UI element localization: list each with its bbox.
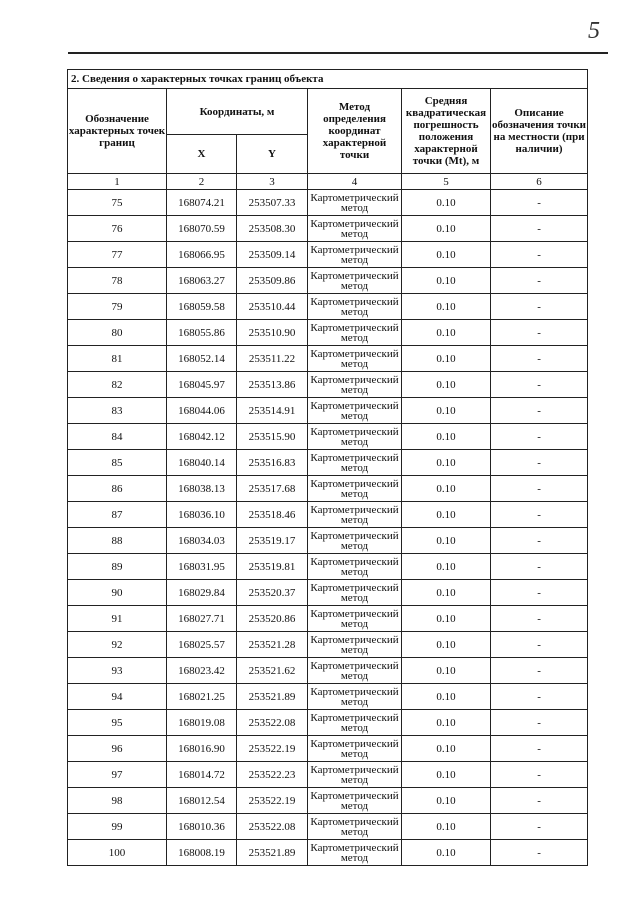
accuracy-cell: 0.10 (402, 476, 491, 502)
point-cell: 86 (68, 476, 167, 502)
y-cell: 253510.44 (237, 294, 308, 320)
description-cell: - (491, 580, 588, 606)
y-cell: 253515.90 (237, 424, 308, 450)
method-cell: Картометрический метод (308, 710, 402, 736)
description-cell: - (491, 450, 588, 476)
y-cell: 253511.22 (237, 346, 308, 372)
boundary-points-table (67, 69, 588, 866)
y-cell: 253509.14 (237, 242, 308, 268)
point-cell: 100 (68, 840, 167, 866)
x-cell: 168045.97 (167, 372, 237, 398)
x-cell: 168074.21 (167, 190, 237, 216)
method-cell: Картометрический метод (308, 632, 402, 658)
description-cell: - (491, 684, 588, 710)
header-y: Y (237, 135, 308, 174)
accuracy-cell: 0.10 (402, 814, 491, 840)
header-description: Описание обозначения точки на местности (при наличии) (491, 89, 588, 174)
y-cell: 253519.81 (237, 554, 308, 580)
column-number: 5 (402, 174, 491, 190)
method-cell: Картометрический метод (308, 320, 402, 346)
y-cell: 253521.89 (237, 684, 308, 710)
header-accuracy: Средняя квадратическая погрешность положения характерной точки (Mt), м (402, 89, 491, 174)
accuracy-cell: 0.10 (402, 268, 491, 294)
x-cell: 168070.59 (167, 216, 237, 242)
column-number: 6 (491, 174, 588, 190)
y-cell: 253521.28 (237, 632, 308, 658)
x-cell: 168029.84 (167, 580, 237, 606)
accuracy-cell: 0.10 (402, 606, 491, 632)
y-cell: 253518.46 (237, 502, 308, 528)
accuracy-cell: 0.10 (402, 502, 491, 528)
method-cell: Картометрический метод (308, 190, 402, 216)
point-cell: 79 (68, 294, 167, 320)
accuracy-cell: 0.10 (402, 554, 491, 580)
x-cell: 168031.95 (167, 554, 237, 580)
method-cell: Картометрический метод (308, 372, 402, 398)
x-cell: 168021.25 (167, 684, 237, 710)
description-cell: - (491, 268, 588, 294)
table-row (68, 424, 588, 450)
header-coordinates: Координаты, м (167, 89, 308, 135)
description-cell: - (491, 814, 588, 840)
method-cell: Картометрический метод (308, 684, 402, 710)
method-cell: Картометрический метод (308, 216, 402, 242)
point-cell: 75 (68, 190, 167, 216)
table-row (68, 788, 588, 814)
y-cell: 253521.62 (237, 658, 308, 684)
table-row (68, 606, 588, 632)
method-cell: Картометрический метод (308, 398, 402, 424)
x-cell: 168034.03 (167, 528, 237, 554)
description-cell: - (491, 840, 588, 866)
y-cell: 253508.30 (237, 216, 308, 242)
description-cell: - (491, 216, 588, 242)
table-row (68, 762, 588, 788)
table-row (68, 840, 588, 866)
method-cell: Картометрический метод (308, 242, 402, 268)
description-cell: - (491, 528, 588, 554)
method-cell: Картометрический метод (308, 346, 402, 372)
table-row (68, 242, 588, 268)
header-point-label: Обозначение характерных точек границ (68, 89, 167, 174)
point-cell: 78 (68, 268, 167, 294)
point-cell: 81 (68, 346, 167, 372)
column-number: 3 (237, 174, 308, 190)
accuracy-cell: 0.10 (402, 216, 491, 242)
table-row (68, 814, 588, 840)
y-cell: 253520.37 (237, 580, 308, 606)
accuracy-cell: 0.10 (402, 346, 491, 372)
method-cell: Картометрический метод (308, 294, 402, 320)
method-cell: Картометрический метод (308, 268, 402, 294)
method-cell: Картометрический метод (308, 528, 402, 554)
y-cell: 253522.08 (237, 710, 308, 736)
y-cell: 253517.68 (237, 476, 308, 502)
y-cell: 253521.89 (237, 840, 308, 866)
header-method: Метод определения координат характерной точки (308, 89, 402, 174)
method-cell: Картометрический метод (308, 580, 402, 606)
description-cell: - (491, 346, 588, 372)
description-cell: - (491, 788, 588, 814)
point-cell: 87 (68, 502, 167, 528)
table-row (68, 450, 588, 476)
point-cell: 83 (68, 398, 167, 424)
header-rule (68, 52, 608, 54)
x-cell: 168027.71 (167, 606, 237, 632)
table-row (68, 190, 588, 216)
table-row (68, 580, 588, 606)
description-cell: - (491, 658, 588, 684)
y-cell: 253519.17 (237, 528, 308, 554)
point-cell: 90 (68, 580, 167, 606)
table-row (68, 736, 588, 762)
method-cell: Картометрический метод (308, 554, 402, 580)
accuracy-cell: 0.10 (402, 840, 491, 866)
accuracy-cell: 0.10 (402, 788, 491, 814)
table-row (68, 372, 588, 398)
accuracy-cell: 0.10 (402, 190, 491, 216)
section-title: 2. Сведения о характерных точках границ объекта (68, 70, 588, 89)
method-cell: Картометрический метод (308, 606, 402, 632)
y-cell: 253522.23 (237, 762, 308, 788)
method-cell: Картометрический метод (308, 450, 402, 476)
method-cell: Картометрический метод (308, 424, 402, 450)
accuracy-cell: 0.10 (402, 528, 491, 554)
table-row (68, 346, 588, 372)
accuracy-cell: 0.10 (402, 242, 491, 268)
table-row (68, 684, 588, 710)
description-cell: - (491, 372, 588, 398)
description-cell: - (491, 632, 588, 658)
x-cell: 168010.36 (167, 814, 237, 840)
x-cell: 168055.86 (167, 320, 237, 346)
table-row (68, 216, 588, 242)
description-cell: - (491, 762, 588, 788)
x-cell: 168014.72 (167, 762, 237, 788)
accuracy-cell: 0.10 (402, 294, 491, 320)
y-cell: 253522.19 (237, 788, 308, 814)
description-cell: - (491, 398, 588, 424)
description-cell: - (491, 476, 588, 502)
point-cell: 92 (68, 632, 167, 658)
point-cell: 80 (68, 320, 167, 346)
description-cell: - (491, 736, 588, 762)
x-cell: 168038.13 (167, 476, 237, 502)
x-cell: 168066.95 (167, 242, 237, 268)
point-cell: 89 (68, 554, 167, 580)
table-row (68, 476, 588, 502)
description-cell: - (491, 554, 588, 580)
y-cell: 253513.86 (237, 372, 308, 398)
method-cell: Картометрический метод (308, 736, 402, 762)
method-cell: Картометрический метод (308, 502, 402, 528)
x-cell: 168023.42 (167, 658, 237, 684)
point-cell: 76 (68, 216, 167, 242)
accuracy-cell: 0.10 (402, 580, 491, 606)
y-cell: 253520.86 (237, 606, 308, 632)
y-cell: 253514.91 (237, 398, 308, 424)
point-cell: 77 (68, 242, 167, 268)
method-cell: Картометрический метод (308, 476, 402, 502)
method-cell: Картометрический метод (308, 762, 402, 788)
page-number: 5 (588, 18, 600, 44)
accuracy-cell: 0.10 (402, 372, 491, 398)
description-cell: - (491, 294, 588, 320)
x-cell: 168008.19 (167, 840, 237, 866)
accuracy-cell: 0.10 (402, 320, 491, 346)
description-cell: - (491, 502, 588, 528)
x-cell: 168063.27 (167, 268, 237, 294)
point-cell: 84 (68, 424, 167, 450)
table-row (68, 528, 588, 554)
accuracy-cell: 0.10 (402, 398, 491, 424)
table-row (68, 294, 588, 320)
description-cell: - (491, 242, 588, 268)
y-cell: 253522.08 (237, 814, 308, 840)
description-cell: - (491, 424, 588, 450)
table-row (68, 398, 588, 424)
accuracy-cell: 0.10 (402, 710, 491, 736)
point-cell: 88 (68, 528, 167, 554)
description-cell: - (491, 320, 588, 346)
point-cell: 99 (68, 814, 167, 840)
accuracy-cell: 0.10 (402, 424, 491, 450)
x-cell: 168025.57 (167, 632, 237, 658)
method-cell: Картометрический метод (308, 840, 402, 866)
y-cell: 253516.83 (237, 450, 308, 476)
point-cell: 97 (68, 762, 167, 788)
x-cell: 168059.58 (167, 294, 237, 320)
method-cell: Картометрический метод (308, 814, 402, 840)
table-row (68, 658, 588, 684)
x-cell: 168012.54 (167, 788, 237, 814)
y-cell: 253509.86 (237, 268, 308, 294)
column-number: 1 (68, 174, 167, 190)
point-cell: 91 (68, 606, 167, 632)
point-cell: 93 (68, 658, 167, 684)
column-number: 2 (167, 174, 237, 190)
point-cell: 82 (68, 372, 167, 398)
table-row (68, 554, 588, 580)
point-cell: 98 (68, 788, 167, 814)
table-row (68, 502, 588, 528)
accuracy-cell: 0.10 (402, 632, 491, 658)
method-cell: Картометрический метод (308, 788, 402, 814)
accuracy-cell: 0.10 (402, 450, 491, 476)
x-cell: 168042.12 (167, 424, 237, 450)
accuracy-cell: 0.10 (402, 684, 491, 710)
x-cell: 168040.14 (167, 450, 237, 476)
column-numbers-row (68, 174, 588, 190)
accuracy-cell: 0.10 (402, 658, 491, 684)
y-cell: 253522.19 (237, 736, 308, 762)
description-cell: - (491, 606, 588, 632)
x-cell: 168036.10 (167, 502, 237, 528)
point-cell: 85 (68, 450, 167, 476)
x-cell: 168052.14 (167, 346, 237, 372)
table-row (68, 268, 588, 294)
y-cell: 253507.33 (237, 190, 308, 216)
table-row (68, 710, 588, 736)
header-x: X (167, 135, 237, 174)
x-cell: 168044.06 (167, 398, 237, 424)
description-cell: - (491, 710, 588, 736)
point-cell: 95 (68, 710, 167, 736)
accuracy-cell: 0.10 (402, 736, 491, 762)
column-number: 4 (308, 174, 402, 190)
point-cell: 94 (68, 684, 167, 710)
description-cell: - (491, 190, 588, 216)
x-cell: 168019.08 (167, 710, 237, 736)
table-row (68, 320, 588, 346)
method-cell: Картометрический метод (308, 658, 402, 684)
accuracy-cell: 0.10 (402, 762, 491, 788)
point-cell: 96 (68, 736, 167, 762)
table-row (68, 632, 588, 658)
x-cell: 168016.90 (167, 736, 237, 762)
y-cell: 253510.90 (237, 320, 308, 346)
